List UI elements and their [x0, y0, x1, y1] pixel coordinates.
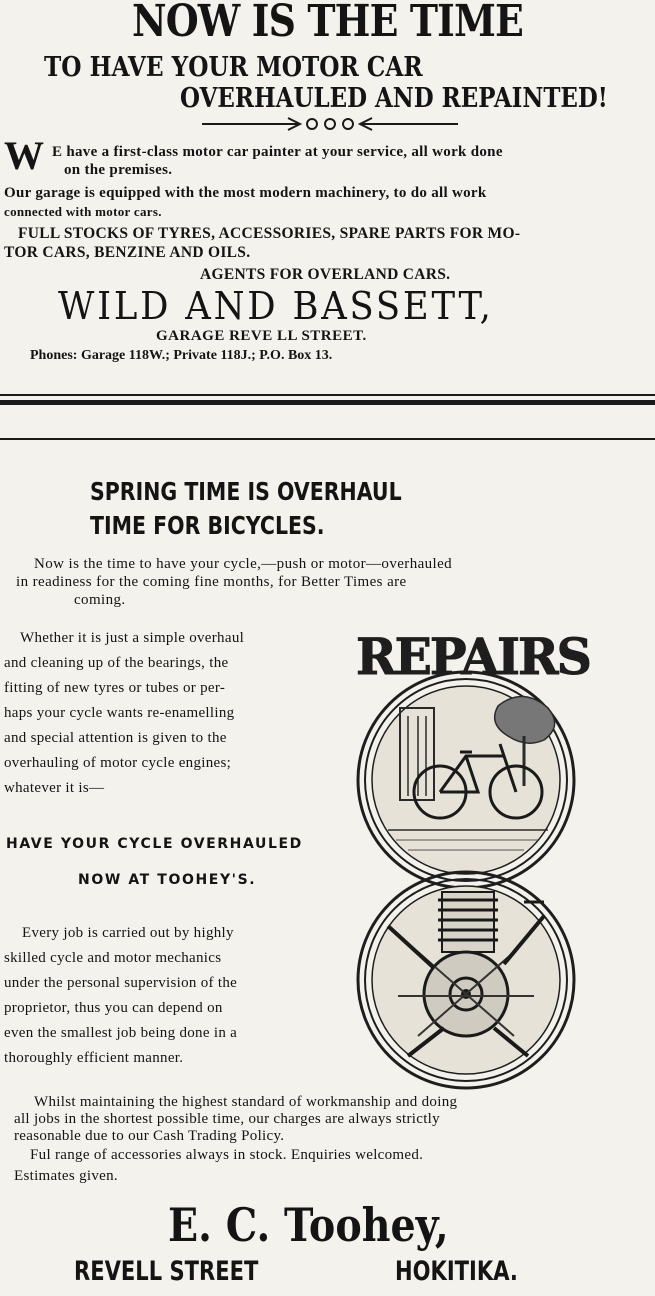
- column-text: Every job is carried out by highly: [22, 925, 234, 941]
- body-text: reasonable due to our Cash Trading Policy.: [14, 1128, 285, 1144]
- bicycle-medallion-icon: [358, 672, 574, 888]
- engine-medallion-icon: [358, 872, 574, 1088]
- callout-have-overhauled: HAVE YOUR CYCLE OVERHAULED: [6, 836, 303, 852]
- subheadline-overhauled: OVERHAULED AND REPAINTED!: [180, 83, 608, 114]
- garage-address: GARAGE REVE LL STREET.: [156, 328, 367, 344]
- column-text: haps your cycle wants re-enamelling: [4, 705, 235, 721]
- drop-cap: W: [4, 133, 44, 178]
- intro-text: coming.: [74, 592, 126, 608]
- intro-text: in readiness for the coming fine months, for Better Times are: [16, 574, 407, 590]
- column-text: Whether it is just a simple overhaul: [20, 630, 245, 646]
- body-text: Our garage is equipped with the most modern machinery, to do all work: [4, 185, 487, 201]
- agents-text: AGENTS FOR OVERLAND CARS.: [200, 266, 451, 283]
- ornament-divider: [200, 114, 460, 134]
- column-text: and special attention is given to the: [4, 730, 227, 746]
- headline-bicycles: TIME FOR BICYCLES.: [90, 511, 325, 540]
- stock-text: FULL STOCKS OF TYRES, ACCESSORIES, SPARE PARTS FOR MO-: [18, 225, 521, 242]
- divider-rule: [0, 400, 655, 405]
- proprietor-name: E. C. Toohey,: [168, 1198, 449, 1252]
- column-text: and cleaning up of the bearings, the: [4, 655, 229, 671]
- divider-rule: [0, 394, 655, 396]
- body-text: all jobs in the shortest possible time, our charges are always strictly: [14, 1111, 440, 1127]
- stock-text: TOR CARS, BENZINE AND OILS.: [4, 244, 251, 261]
- headline-now-is-the-time: NOW IS THE TIME: [131, 0, 524, 47]
- body-text: connected with motor cars.: [4, 204, 162, 219]
- column-text: proprietor, thus you can depend on: [4, 1000, 223, 1016]
- body-text: Whilst maintaining the highest standard of workmanship and doing: [34, 1094, 458, 1110]
- phone-numbers: Phones: Garage 118W.; Private 118J.; P.O. Box 13.: [30, 348, 333, 363]
- firm-name: WILD AND BASSETT,: [58, 284, 494, 328]
- repairs-word: REPAIRS: [356, 627, 590, 686]
- column-text: under the personal supervision of the: [4, 975, 238, 991]
- column-text: even the smallest job being done in a: [4, 1025, 238, 1041]
- column-text: thoroughly efficient manner.: [4, 1050, 184, 1066]
- column-text: skilled cycle and motor mechanics: [4, 950, 222, 966]
- town-name: HOKITIKA.: [395, 1256, 518, 1287]
- headline-spring-time: SPRING TIME IS OVERHAUL: [90, 477, 402, 506]
- callout-at-tooheys: NOW AT TOOHEY'S.: [78, 872, 257, 888]
- column-text: fitting of new tyres or tubes or per-: [4, 680, 226, 696]
- column-text: whatever it is—: [4, 780, 105, 796]
- divider-rule: [0, 438, 655, 440]
- subheadline-motor-car: TO HAVE YOUR MOTOR CAR: [44, 52, 423, 83]
- body-text: E have a first-class motor car painter at your service, all work done: [52, 144, 503, 160]
- body-text: Ful range of accessories always in stock. Enquiries welcomed.: [30, 1147, 424, 1163]
- intro-text: Now is the time to have your cycle,—push or motor—overhauled: [34, 556, 453, 572]
- repairs-illustration: [348, 616, 598, 1096]
- street-address: REVELL STREET: [74, 1256, 259, 1287]
- column-text: overhauling of motor cycle engines;: [4, 755, 232, 771]
- body-text: Estimates given.: [14, 1168, 118, 1184]
- body-text: on the premises.: [64, 162, 173, 178]
